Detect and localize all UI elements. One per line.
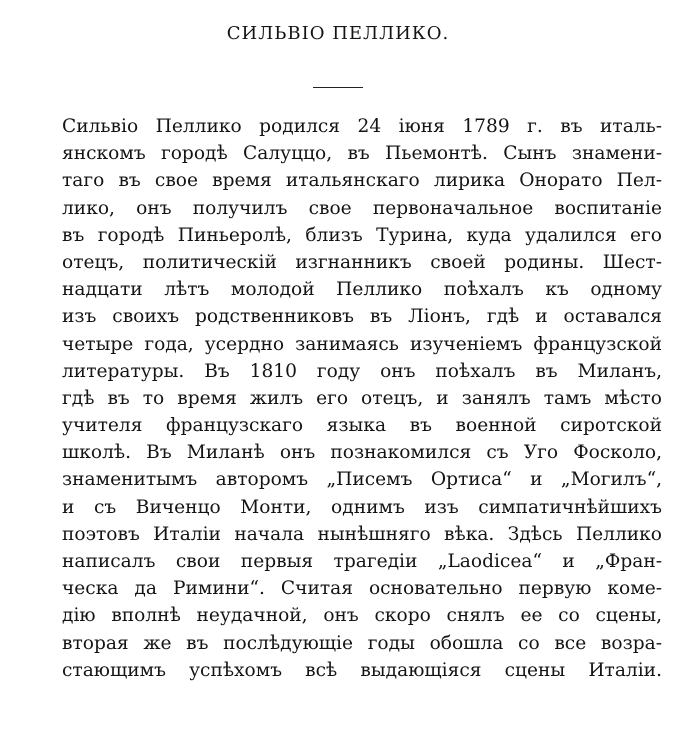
text-line: поэтовъ Италіи начала нынѣшняго вѣка. Здѣсь Пеллико — [62, 523, 662, 545]
text-line: школѣ. Въ Миланѣ онъ познакомился съ Уго Фосколо, — [62, 442, 662, 464]
text-line: лико, онъ получилъ свое первоначальное воспитаніе — [62, 197, 662, 219]
text-line: ческа да Римини“. Считая основательно первую коме- — [62, 578, 662, 600]
text-line: знаменитымъ авторомъ „Писемъ Ортиса“ и „Могилъ“, — [62, 469, 662, 491]
text-line: написалъ свои первыя трагедіи „Laodicea“ и „Фран- — [62, 551, 662, 572]
text-line: стающимъ успѣхомъ всѣ выдающіяся сцены Италіи. — [62, 659, 662, 681]
text-line: въ городѣ Пиньеролѣ, близъ Турина, куда удалился его — [62, 224, 662, 246]
title-divider — [313, 87, 363, 88]
text-line: четыре года, усердно занимаясь изученіемъ французской — [62, 333, 662, 355]
text-line: надцати лѣтъ молодой Пеллико поѣхалъ къ одному — [62, 279, 662, 301]
text-line: гдѣ въ то время жилъ его отецъ, и занялъ тамъ мѣсто — [62, 387, 662, 409]
text-line: отецъ, политическій изгнанникъ своей родины. Шест- — [62, 251, 662, 273]
text-line: учителя французскаго языка въ военной сиротской — [62, 415, 662, 437]
text-line: и съ Виченцо Монти, однимъ изъ симпатичнѣйшихъ — [62, 496, 662, 518]
text-line: вторая же въ послѣдующіе годы обошла со все возра- — [62, 632, 662, 654]
text-line: изъ своихъ родственниковъ въ Ліонъ, гдѣ и оставался — [62, 306, 662, 328]
text-line: таго въ свое время итальянскаго лирика Онорато Пел- — [62, 170, 662, 192]
text-line: литературы. Въ 1810 году онъ поѣхалъ въ Миланъ, — [62, 360, 662, 382]
text-line: дію вполнѣ неудачной, онъ скоро снялъ ее со сцены, — [62, 605, 662, 627]
page-title: СИЛЬВІО ПЕЛЛИКО. — [226, 23, 450, 44]
text-line: Сильвіо Пеллико родился 24 іюня 1789 г. въ италь- — [62, 116, 662, 137]
text-line: янскомъ городѣ Салуццо, въ Пьемонтѣ. Сынъ знамени- — [62, 143, 662, 165]
body-paragraph — [62, 113, 662, 684]
